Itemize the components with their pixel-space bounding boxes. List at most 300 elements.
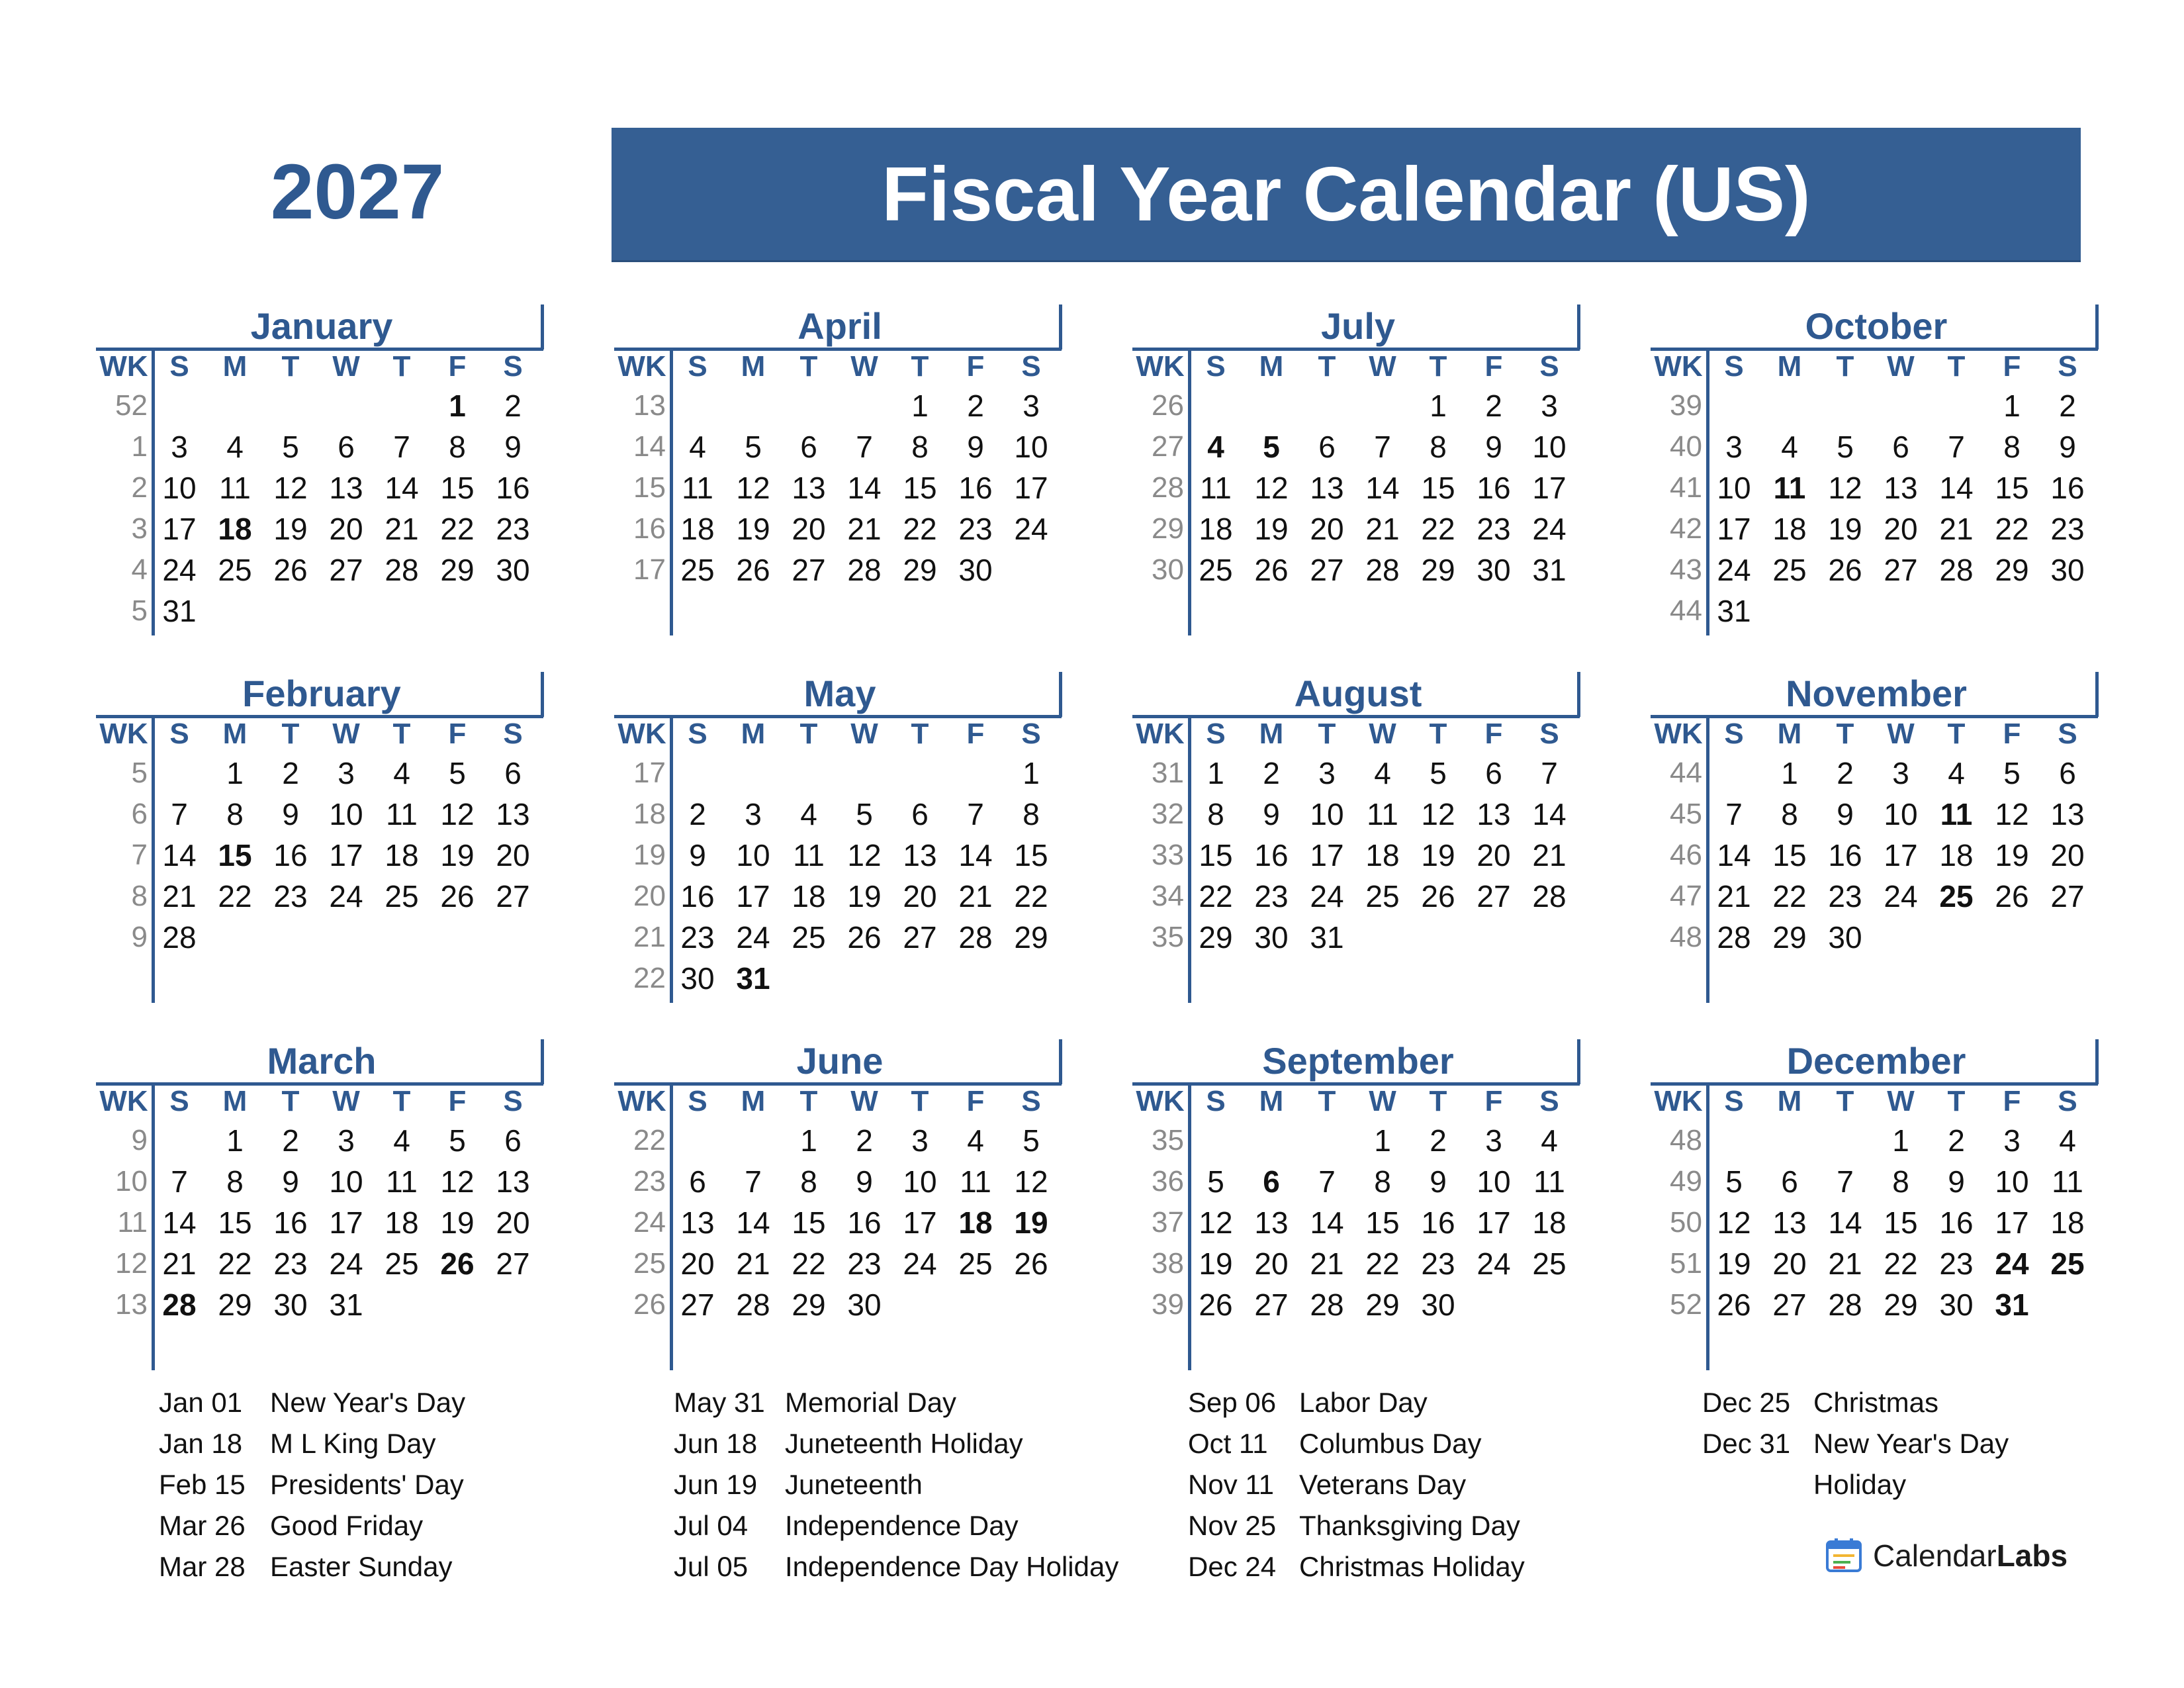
day-cell: 4 <box>1541 1123 1558 1158</box>
week-number: 44 <box>1670 757 1702 789</box>
day-cell: 16 <box>496 471 530 505</box>
month-name: June <box>796 1040 884 1082</box>
day-cell: 21 <box>1828 1246 1862 1281</box>
month-january <box>96 305 547 635</box>
weekday-header: T <box>1836 350 1854 383</box>
week-number: 17 <box>633 757 666 789</box>
day-cell: 27 <box>792 553 826 587</box>
week-number: 41 <box>1670 471 1702 504</box>
weekday-header: W <box>1369 350 1396 383</box>
day-cell: 21 <box>385 512 419 546</box>
day-cell: 1 <box>226 756 244 790</box>
day-cell: 15 <box>440 471 475 505</box>
holiday-name: Columbus Day <box>1299 1428 1482 1459</box>
day-cell: 26 <box>1014 1246 1048 1281</box>
weekday-header: T <box>281 718 300 750</box>
week-number: 30 <box>1152 553 1184 586</box>
day-cell: 4 <box>2059 1123 2076 1158</box>
weekday-header: W <box>332 718 360 750</box>
day-cell: 8 <box>1781 797 1798 831</box>
week-number: 32 <box>1152 798 1184 830</box>
day-cell: 6 <box>2059 756 2076 790</box>
holiday-day-cell: 18 <box>218 512 252 546</box>
weekday-header: M <box>222 718 248 750</box>
day-cell: 23 <box>273 879 308 914</box>
day-cell: 25 <box>1365 879 1400 914</box>
week-number: 38 <box>1152 1247 1184 1280</box>
day-cell: 28 <box>1532 879 1567 914</box>
holiday-day-cell: 31 <box>1995 1288 2029 1322</box>
week-number: 25 <box>633 1247 666 1280</box>
day-cell: 12 <box>1254 471 1289 505</box>
day-cell: 13 <box>1310 471 1344 505</box>
day-cell: 25 <box>218 553 252 587</box>
weekday-header: S <box>1539 718 1559 750</box>
day-cell: 10 <box>736 838 770 872</box>
day-cell: 17 <box>903 1205 937 1240</box>
day-cell: 24 <box>1884 879 1918 914</box>
week-number: 48 <box>1670 1124 1702 1156</box>
week-number: 31 <box>1152 757 1184 789</box>
weekday-header: W <box>1369 718 1396 750</box>
weekday-header: T <box>1947 350 1966 383</box>
holiday-name: Labor Day <box>1299 1387 1428 1418</box>
day-cell: 14 <box>736 1205 770 1240</box>
day-cell: 3 <box>171 430 188 464</box>
month-name: March <box>267 1040 377 1082</box>
day-cell: 14 <box>162 838 197 872</box>
week-number: 26 <box>633 1288 666 1321</box>
weekday-header: S <box>1206 718 1226 750</box>
week-number: 26 <box>1152 389 1184 422</box>
weekday-header: S <box>503 1085 523 1117</box>
day-cell: 3 <box>2003 1123 2021 1158</box>
day-cell: 26 <box>847 920 882 955</box>
month-header-tick <box>1059 672 1062 717</box>
day-cell: 11 <box>2052 1164 2083 1199</box>
day-cell: 28 <box>958 920 993 955</box>
week-number: 11 <box>117 1206 148 1239</box>
week-number: 52 <box>1670 1288 1702 1321</box>
day-cell: 19 <box>847 879 882 914</box>
day-cell: 13 <box>903 838 937 872</box>
day-cell: 8 <box>2003 430 2021 464</box>
day-cell: 13 <box>680 1205 715 1240</box>
day-cell: 31 <box>1717 594 1751 628</box>
month-header-tick <box>1059 1039 1062 1084</box>
weekday-header: T <box>911 350 929 383</box>
day-cell: 28 <box>847 553 882 587</box>
week-number: 24 <box>633 1206 666 1239</box>
day-cell: 16 <box>1477 471 1511 505</box>
weekday-header: F <box>2003 350 2021 383</box>
day-cell: 23 <box>958 512 993 546</box>
day-cell: 21 <box>1310 1246 1344 1281</box>
day-cell: 27 <box>1477 879 1511 914</box>
day-cell: 11 <box>1367 797 1398 831</box>
day-cell: 29 <box>903 553 937 587</box>
week-number: 49 <box>1670 1165 1702 1197</box>
day-cell: 29 <box>440 553 475 587</box>
day-cell: 29 <box>1421 553 1455 587</box>
day-cell: 24 <box>329 879 363 914</box>
holiday-name: M L King Day <box>270 1428 436 1459</box>
month-name: November <box>1786 673 1967 714</box>
weekday-header: F <box>1484 350 1503 383</box>
day-cell: 15 <box>1884 1205 1918 1240</box>
day-cell: 8 <box>226 1164 244 1199</box>
day-cell: 16 <box>958 471 993 505</box>
day-cell: 18 <box>1772 512 1807 546</box>
day-cell: 6 <box>1318 430 1336 464</box>
month-august <box>1132 672 1584 1003</box>
calendar-logo-icon <box>1825 1538 1866 1573</box>
weekday-header: T <box>799 1085 818 1117</box>
day-cell: 4 <box>1948 756 1965 790</box>
day-cell: 22 <box>218 879 252 914</box>
day-cell: 10 <box>1014 430 1048 464</box>
day-cell: 30 <box>1828 920 1862 955</box>
day-cell: 6 <box>1485 756 1502 790</box>
day-cell: 30 <box>1254 920 1289 955</box>
day-cell: 30 <box>273 1288 308 1322</box>
day-cell: 9 <box>1485 430 1502 464</box>
day-cell: 14 <box>1828 1205 1862 1240</box>
day-cell: 1 <box>1781 756 1798 790</box>
weekday-header: F <box>2003 1085 2021 1117</box>
day-cell: 16 <box>1939 1205 1974 1240</box>
day-cell: 10 <box>1717 471 1751 505</box>
day-cell: 17 <box>736 879 770 914</box>
week-number-header: WK <box>1654 350 1703 383</box>
day-cell: 25 <box>385 1246 419 1281</box>
week-number-header: WK <box>1136 718 1185 750</box>
week-number: 8 <box>131 880 148 912</box>
holiday-date: Oct 11 <box>1188 1428 1268 1459</box>
day-cell: 26 <box>1421 879 1455 914</box>
week-number: 19 <box>633 839 666 871</box>
day-cell: 29 <box>1014 920 1048 955</box>
week-number: 5 <box>131 594 148 627</box>
day-cell: 27 <box>1310 553 1344 587</box>
week-number: 1 <box>131 430 148 463</box>
week-number: 36 <box>1152 1165 1184 1197</box>
day-cell: 26 <box>440 879 475 914</box>
day-cell: 13 <box>1884 471 1918 505</box>
holiday-name: Thanksgiving Day <box>1299 1510 1520 1541</box>
week-number: 13 <box>115 1288 148 1321</box>
weekday-header: W <box>1369 1085 1396 1117</box>
weekday-header: T <box>1429 718 1447 750</box>
day-cell: 22 <box>1995 512 2029 546</box>
day-cell: 22 <box>1772 879 1807 914</box>
day-cell: 10 <box>1884 797 1918 831</box>
month-september <box>1132 1039 1584 1370</box>
holiday-day-cell: 11 <box>1773 471 1806 505</box>
day-cell: 5 <box>449 1123 466 1158</box>
day-cell: 12 <box>1717 1205 1751 1240</box>
day-cell: 2 <box>1485 389 1502 423</box>
month-name: August <box>1294 673 1422 714</box>
day-cell: 12 <box>273 471 308 505</box>
day-cell: 25 <box>680 553 715 587</box>
weekday-header: S <box>169 718 189 750</box>
day-cell: 25 <box>385 879 419 914</box>
day-cell: 12 <box>1014 1164 1048 1199</box>
day-cell: 1 <box>1892 1123 1909 1158</box>
week-number: 35 <box>1152 1124 1184 1156</box>
month-november <box>1651 672 2102 1003</box>
weekday-header: F <box>448 718 467 750</box>
day-cell: 5 <box>449 756 466 790</box>
day-cell: 21 <box>1532 838 1567 872</box>
day-cell: 18 <box>385 838 419 872</box>
week-number: 28 <box>1152 471 1184 504</box>
day-cell: 2 <box>1948 1123 1965 1158</box>
day-cell: 5 <box>745 430 762 464</box>
day-cell: 21 <box>162 1246 197 1281</box>
day-cell: 8 <box>449 430 466 464</box>
day-cell: 7 <box>1837 1164 1854 1199</box>
week-number: 5 <box>131 757 148 789</box>
holiday-name: New Year's Day <box>1813 1428 2009 1459</box>
week-number-header: WK <box>1136 1085 1185 1117</box>
day-cell: 16 <box>1828 838 1862 872</box>
weekday-header: W <box>1887 1085 1915 1117</box>
month-march <box>96 1039 547 1370</box>
weekday-header: F <box>1484 1085 1503 1117</box>
day-cell: 17 <box>1995 1205 2029 1240</box>
day-cell: 10 <box>1477 1164 1511 1199</box>
day-cell: 6 <box>1892 430 1909 464</box>
day-cell: 14 <box>162 1205 197 1240</box>
week-number: 44 <box>1670 594 1702 627</box>
day-cell: 22 <box>440 512 475 546</box>
holiday-name: Easter Sunday <box>270 1551 453 1582</box>
day-cell: 17 <box>162 512 197 546</box>
weekday-header: S <box>503 718 523 750</box>
day-cell: 19 <box>736 512 770 546</box>
weekday-header: W <box>1887 718 1915 750</box>
week-number: 27 <box>1152 430 1184 463</box>
weekday-header: S <box>2058 718 2077 750</box>
week-number-header: WK <box>99 350 148 383</box>
holiday-name: Independence Day <box>785 1510 1019 1541</box>
day-cell: 28 <box>736 1288 770 1322</box>
weekday-header: T <box>1836 718 1854 750</box>
day-cell: 13 <box>496 1164 530 1199</box>
day-cell: 19 <box>1717 1246 1751 1281</box>
day-cell: 15 <box>1199 838 1233 872</box>
day-cell: 21 <box>1939 512 1974 546</box>
day-cell: 30 <box>847 1288 882 1322</box>
weekday-header: T <box>911 1085 929 1117</box>
day-cell: 14 <box>847 471 882 505</box>
holiday-date: Jun 18 <box>674 1428 758 1459</box>
day-cell: 21 <box>847 512 882 546</box>
week-number: 47 <box>1670 880 1702 912</box>
day-cell: 28 <box>385 553 419 587</box>
weekday-header: T <box>392 718 411 750</box>
holiday-name: Juneteenth Holiday <box>785 1428 1023 1459</box>
weekday-header: T <box>1318 1085 1336 1117</box>
month-april <box>614 305 1066 635</box>
weekday-header: M <box>741 350 766 383</box>
holiday-day-cell: 24 <box>1995 1246 2029 1281</box>
holiday-date: Mar 26 <box>159 1510 246 1541</box>
day-cell: 30 <box>496 553 530 587</box>
week-number: 51 <box>1670 1247 1702 1280</box>
day-cell: 12 <box>440 1164 475 1199</box>
weekday-header: W <box>850 718 878 750</box>
weekday-header: W <box>332 1085 360 1117</box>
day-cell: 7 <box>171 1164 188 1199</box>
weekday-header: W <box>850 350 878 383</box>
week-number: 50 <box>1670 1206 1702 1239</box>
day-cell: 11 <box>1200 471 1232 505</box>
day-cell: 16 <box>1421 1205 1455 1240</box>
day-cell: 21 <box>958 879 993 914</box>
week-number: 35 <box>1152 921 1184 953</box>
week-number: 40 <box>1670 430 1702 463</box>
day-cell: 3 <box>745 797 762 831</box>
month-name: February <box>242 673 401 714</box>
weekday-header: T <box>799 350 818 383</box>
week-number: 52 <box>115 389 148 422</box>
month-july <box>1132 305 1584 635</box>
day-cell: 27 <box>496 879 530 914</box>
day-cell: 22 <box>1421 512 1455 546</box>
day-cell: 24 <box>1477 1246 1511 1281</box>
year-title: 2027 <box>270 148 445 236</box>
day-cell: 3 <box>1725 430 1743 464</box>
holiday-date: Feb 15 <box>159 1469 246 1500</box>
holiday-date: Jul 04 <box>674 1510 749 1541</box>
day-cell: 19 <box>440 838 475 872</box>
month-header-tick <box>1577 1039 1580 1084</box>
day-cell: 24 <box>162 553 197 587</box>
day-cell: 28 <box>1310 1288 1344 1322</box>
weekday-header: M <box>1259 1085 1284 1117</box>
day-cell: 9 <box>1948 1164 1965 1199</box>
day-cell: 20 <box>1477 838 1511 872</box>
day-cell: 13 <box>1254 1205 1289 1240</box>
day-cell: 22 <box>792 1246 826 1281</box>
holiday-name: Christmas Holiday <box>1299 1551 1525 1582</box>
month-name: April <box>797 305 882 347</box>
day-cell: 26 <box>273 553 308 587</box>
day-cell: 14 <box>958 838 993 872</box>
weekday-header: S <box>169 1085 189 1117</box>
day-cell: 20 <box>1772 1246 1807 1281</box>
weekday-header: S <box>688 718 707 750</box>
week-number: 33 <box>1152 839 1184 871</box>
day-cell: 29 <box>1995 553 2029 587</box>
day-cell: 26 <box>1717 1288 1751 1322</box>
weekday-header: W <box>850 1085 878 1117</box>
week-number: 22 <box>633 962 666 994</box>
day-cell: 2 <box>856 1123 873 1158</box>
holiday-date: Jan 01 <box>159 1387 243 1418</box>
week-number: 10 <box>115 1165 148 1197</box>
week-number: 21 <box>633 921 666 953</box>
weekday-header: T <box>1429 350 1447 383</box>
day-cell: 9 <box>282 1164 299 1199</box>
day-cell: 16 <box>273 1205 308 1240</box>
week-number: 7 <box>131 839 148 871</box>
day-cell: 19 <box>440 1205 475 1240</box>
week-number: 18 <box>633 798 666 830</box>
day-cell: 8 <box>1892 1164 1909 1199</box>
day-cell: 23 <box>1477 512 1511 546</box>
day-cell: 3 <box>1318 756 1336 790</box>
day-cell: 18 <box>680 512 715 546</box>
day-cell: 11 <box>1533 1164 1565 1199</box>
weekday-header: W <box>332 350 360 383</box>
day-cell: 13 <box>792 471 826 505</box>
weekday-header: T <box>281 1085 300 1117</box>
month-name: July <box>1320 305 1396 347</box>
day-cell: 4 <box>393 756 410 790</box>
month-name: May <box>803 673 876 714</box>
day-cell: 19 <box>1828 512 1862 546</box>
day-cell: 29 <box>1772 920 1807 955</box>
day-cell: 20 <box>680 1246 715 1281</box>
month-name: September <box>1262 1040 1454 1082</box>
week-number-header: WK <box>617 350 666 383</box>
day-cell: 21 <box>736 1246 770 1281</box>
weekday-header: F <box>966 350 985 383</box>
day-cell: 17 <box>329 1205 363 1240</box>
day-cell: 7 <box>1318 1164 1336 1199</box>
month-june <box>614 1039 1066 1370</box>
day-cell: 28 <box>1828 1288 1862 1322</box>
day-cell: 27 <box>1772 1288 1807 1322</box>
day-cell: 2 <box>1263 756 1280 790</box>
weekday-header: S <box>1021 718 1041 750</box>
weekday-header: S <box>1021 1085 1041 1117</box>
week-number: 15 <box>633 471 666 504</box>
day-cell: 12 <box>1828 471 1862 505</box>
day-cell: 21 <box>162 879 197 914</box>
day-cell: 13 <box>329 471 363 505</box>
day-cell: 5 <box>1207 1164 1224 1199</box>
day-cell: 19 <box>273 512 308 546</box>
day-cell: 8 <box>1374 1164 1391 1199</box>
day-cell: 13 <box>1477 797 1511 831</box>
week-number: 6 <box>131 798 148 830</box>
day-cell: 4 <box>226 430 244 464</box>
day-cell: 2 <box>282 1123 299 1158</box>
week-number-header: WK <box>99 1085 148 1117</box>
holiday-name: Independence Day Holiday <box>785 1551 1119 1582</box>
day-cell: 24 <box>736 920 770 955</box>
day-cell: 17 <box>1532 471 1567 505</box>
day-cell: 23 <box>1828 879 1862 914</box>
weekday-header: T <box>281 350 300 383</box>
day-cell: 8 <box>1023 797 1040 831</box>
day-cell: 31 <box>1532 553 1567 587</box>
week-number: 37 <box>1152 1206 1184 1239</box>
day-cell: 28 <box>1365 553 1400 587</box>
weekday-header: F <box>448 350 467 383</box>
weekday-header: F <box>2003 718 2021 750</box>
day-cell: 29 <box>1884 1288 1918 1322</box>
day-cell: 23 <box>496 512 530 546</box>
holiday-date: Mar 28 <box>159 1551 246 1582</box>
day-cell: 24 <box>1717 553 1751 587</box>
week-number: 48 <box>1670 921 1702 953</box>
